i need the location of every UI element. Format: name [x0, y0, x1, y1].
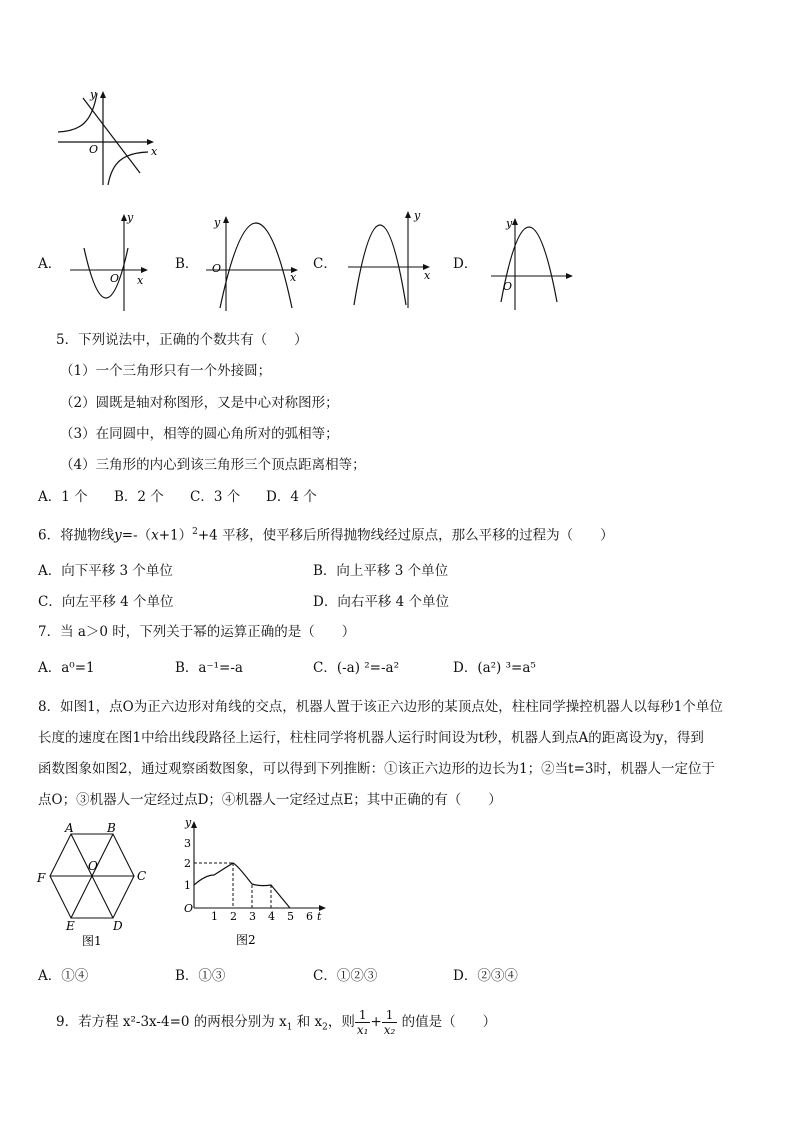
q6-option-c: C．向左平移 4 个单位 [38, 594, 174, 610]
svg-text:O: O [503, 280, 513, 293]
q4-option-b-graph [198, 208, 308, 313]
q7-option-a: A．a⁰=1 [38, 660, 95, 676]
svg-text:x: x [290, 271, 297, 284]
q4-option-a-label: A． [38, 256, 62, 272]
svg-text:y: y [127, 211, 134, 224]
vertex-a: A [65, 821, 74, 835]
svg-text:x: x [424, 269, 431, 282]
q8-line-4: 点O；③机器人一定经过点D；④机器人一定经过点E；其中正确的有（ ） [38, 792, 502, 808]
svg-text:y: y [214, 216, 221, 229]
q7-option-b: B．a⁻¹=-a [175, 660, 243, 676]
q5-option-a: A．1 个 [38, 489, 88, 505]
q8-option-c: C．①②③ [313, 968, 378, 984]
x-tick-6: 6 [306, 910, 313, 923]
q6-option-d: D．向右平移 4 个单位 [313, 594, 449, 610]
q8-option-a: A．①④ [38, 968, 89, 984]
t-axis-label: t [317, 910, 322, 923]
vertex-e: E [66, 919, 75, 933]
q9-stem: 9．若方程 x²-3x-4=0 的两根分别为 $x_1$ 和 $x_2$，则 $\frac{1}{\text{x₁}}$ + $\frac{1}{\text{x₂}}$ 的值是（ ） [56, 1008, 497, 1037]
center-o: O [88, 859, 98, 873]
vertex-d: D [113, 919, 123, 933]
q4-option-c-label: C． [313, 256, 337, 272]
y-tick-2: 2 [184, 857, 191, 870]
q5-stem: 5．下列说法中，正确的个数共有（ ） [56, 332, 308, 348]
q5-statement-1: （1）一个三角形只有一个外接圆； [60, 363, 272, 379]
q8-line-2: 长度的速度在图1中给出线段路径上运行，柱柱同学将机器人运行时间设为t秒，机器人到点A的距离设为y，得到 [38, 730, 704, 746]
x-tick-5: 5 [287, 910, 294, 923]
svg-text:y: y [506, 217, 513, 230]
q5-statement-3: （3）在同圆中，相等的圆心角所对的弧相等； [60, 426, 339, 442]
q8-line-1: 8．如图1，点O为正六边形对角线的交点，机器人置于该正六边形的某顶点处，柱柱同学操控机器人以每秒1个单位 [38, 699, 723, 715]
function-curve [194, 863, 290, 908]
vertex-f: F [37, 871, 46, 885]
linear-graph [83, 98, 140, 173]
x-tick-3: 3 [249, 910, 256, 923]
q5-option-d: D．4 个 [266, 489, 317, 505]
q4-option-d-graph [485, 210, 580, 313]
q8-option-d: D．②③④ [453, 968, 518, 984]
svg-text:y: y [414, 209, 421, 222]
svg-text:x: x [137, 274, 144, 287]
q6-option-a: A．向下平移 3 个单位 [38, 563, 173, 579]
parabola-opening-down [354, 225, 406, 305]
q7-option-d: D．(a²) ³=a⁵ [453, 660, 536, 676]
q4-option-b-label: B． [175, 256, 199, 272]
q8-figure-2-graph [172, 816, 337, 950]
x-label: x [151, 145, 158, 158]
q8-figure-1-hexagon [32, 818, 162, 948]
q5-option-c: C．3 个 [190, 489, 241, 505]
q4-option-a-graph [62, 208, 152, 313]
vertex-c: C [137, 869, 147, 883]
vertex-b: B [107, 821, 116, 835]
x-tick-4: 4 [268, 910, 275, 923]
y-tick-1: 1 [184, 879, 191, 892]
svg-text:O: O [110, 272, 120, 285]
q7-option-c: C．(-a) ²=-a² [313, 660, 400, 676]
q4-option-d-label: D． [453, 256, 478, 272]
y-tick-3: 3 [184, 837, 191, 850]
q9-fraction-1: $\frac{1}{\text{x₁}}$ [356, 1008, 369, 1037]
y-axis-label: y [185, 816, 192, 829]
q7-stem: 7．当 a＞0 时，下列关于幂的运算正确的是（ ） [38, 624, 356, 640]
q4-given-graph [50, 85, 165, 190]
q4-option-c-graph [340, 205, 440, 313]
origin-label: O [89, 143, 99, 156]
q5-statement-4: （4）三角形的内心到该三角形三个顶点距离相等； [60, 457, 366, 473]
q8-line-3: 函数图象如图2，通过观察函数图象，可以得到下列推断：①该正六边形的边长为1；②当t=3时，机器人一定位于 [38, 761, 716, 777]
parabola-opening-up [84, 248, 128, 298]
q6-option-b: B．向上平移 3 个单位 [313, 563, 449, 579]
q6-stem: 6．将抛物线$y=-(x+1)^2+4$ 平移，使平移后所得抛物线经过原点，那么平移的过程为（ ） [38, 527, 614, 544]
figure-2-caption: 图2 [236, 933, 256, 947]
q9-fraction-2: $\frac{1}{\text{x₂}}$ [383, 1008, 396, 1037]
x-tick-2: 2 [230, 910, 237, 923]
parabola-opening-down [220, 223, 292, 308]
svg-text:O: O [212, 262, 222, 275]
x-tick-1: 1 [211, 910, 218, 923]
q5-option-b: B．2 个 [114, 489, 164, 505]
figure-1-caption: 图1 [82, 934, 102, 948]
q8-option-b: B．①③ [175, 968, 226, 984]
q5-statement-2: （2）圆既是轴对称图形，又是中心对称图形； [60, 395, 339, 411]
origin-label: O [184, 902, 194, 915]
y-label: y [90, 88, 97, 101]
